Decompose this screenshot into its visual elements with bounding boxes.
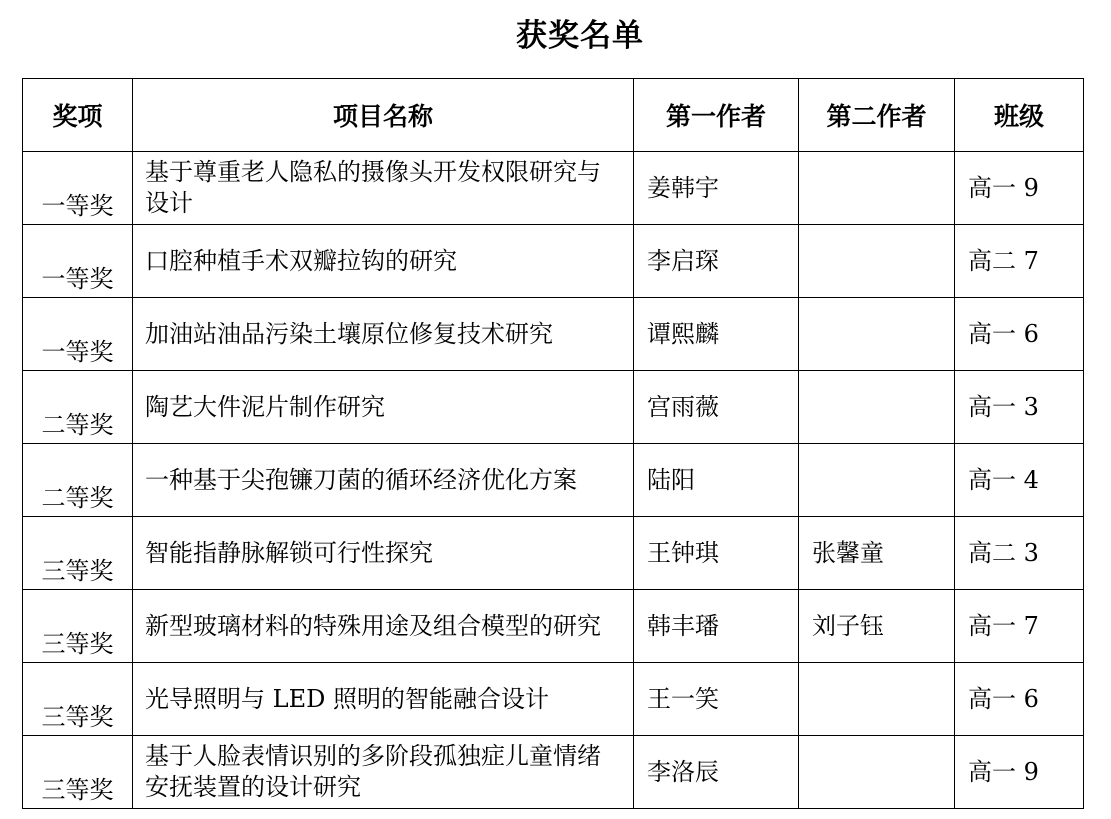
project-name-cell	[133, 225, 634, 298]
table-row	[23, 298, 1084, 371]
header-row	[23, 79, 1084, 152]
class-cell: 高一 3	[955, 371, 1084, 444]
second-author-cell	[799, 663, 955, 736]
second-author-cell	[799, 298, 955, 371]
project-name-cell	[133, 663, 634, 736]
table-row	[23, 517, 1084, 590]
second-author-cell	[799, 225, 955, 298]
header-second-author: 第二作者	[799, 79, 955, 152]
header-project-name: 项目名称	[133, 79, 634, 152]
project-name-cell	[133, 444, 634, 517]
awards-table	[22, 78, 1084, 809]
class-cell: 高一 4	[955, 444, 1084, 517]
header-award: 奖项	[23, 79, 133, 152]
project-name: 口腔种植手术双瓣拉钩的研究	[145, 246, 457, 275]
first-author-cell: 王一笑	[634, 663, 799, 736]
project-name-cell	[133, 298, 634, 371]
project-name: 智能指静脉解锁可行性探究	[145, 538, 433, 567]
table-row	[23, 736, 1084, 809]
award-cell: 三等奖	[23, 590, 133, 663]
project-name: 陶艺大件泥片制作研究	[145, 392, 385, 421]
table-row	[23, 225, 1084, 298]
table-row	[23, 152, 1084, 225]
project-name-cell	[133, 517, 634, 590]
project-name: 基于尊重老人隐私的摄像头开发权限研究与设计	[145, 158, 601, 217]
second-author-cell: 张馨童	[799, 517, 955, 590]
first-author-cell: 谭熙麟	[634, 298, 799, 371]
project-name: 光导照明与 LED 照明的智能融合设计	[145, 684, 549, 713]
first-author-cell: 韩丰璠	[634, 590, 799, 663]
first-author-cell: 陆阳	[634, 444, 799, 517]
project-name: 基于人脸表情识别的多阶段孤独症儿童情绪安抚装置的设计研究	[145, 742, 601, 801]
project-name-cell	[133, 736, 634, 809]
award-cell: 二等奖	[23, 371, 133, 444]
class-cell: 高二 7	[955, 225, 1084, 298]
class-cell: 高一 7	[955, 590, 1084, 663]
project-name-cell	[133, 152, 634, 225]
header-first-author: 第一作者	[634, 79, 799, 152]
class-cell: 高一 9	[955, 152, 1084, 225]
first-author-cell: 李启琛	[634, 225, 799, 298]
second-author-cell: 刘子钰	[799, 590, 955, 663]
award-cell: 三等奖	[23, 517, 133, 590]
award-cell: 三等奖	[23, 663, 133, 736]
table-row	[23, 371, 1084, 444]
class-cell: 高一 6	[955, 298, 1084, 371]
second-author-cell	[799, 152, 955, 225]
award-cell: 一等奖	[23, 298, 133, 371]
class-cell: 高一 6	[955, 663, 1084, 736]
first-author-cell: 王钟琪	[634, 517, 799, 590]
second-author-cell	[799, 444, 955, 517]
project-name-cell	[133, 590, 634, 663]
page-title: 获奖名单	[516, 18, 644, 54]
project-name-cell	[133, 371, 634, 444]
first-author-cell: 李洛辰	[634, 736, 799, 809]
second-author-cell	[799, 371, 955, 444]
award-cell: 三等奖	[23, 736, 133, 809]
award-cell: 一等奖	[23, 152, 133, 225]
header-class: 班级	[955, 79, 1084, 152]
first-author-cell: 宫雨薇	[634, 371, 799, 444]
project-name: 新型玻璃材料的特殊用途及组合模型的研究	[145, 611, 601, 640]
project-name: 一种基于尖孢镰刀菌的循环经济优化方案	[145, 465, 577, 494]
project-name: 加油站油品污染土壤原位修复技术研究	[145, 319, 553, 348]
table-row	[23, 663, 1084, 736]
table-row	[23, 444, 1084, 517]
class-cell: 高二 3	[955, 517, 1084, 590]
award-cell: 一等奖	[23, 225, 133, 298]
first-author-cell: 姜韩宇	[634, 152, 799, 225]
table-row	[23, 590, 1084, 663]
class-cell: 高一 9	[955, 736, 1084, 809]
award-cell: 二等奖	[23, 444, 133, 517]
second-author-cell	[799, 736, 955, 809]
